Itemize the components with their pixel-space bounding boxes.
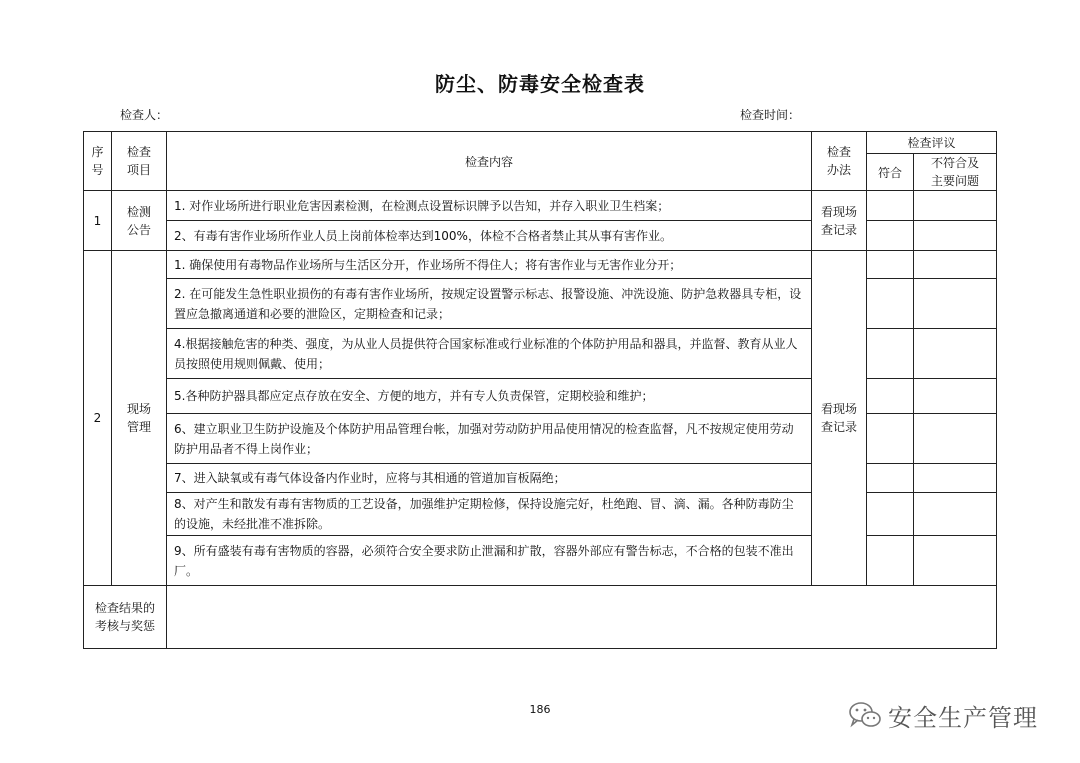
header-evaluation: 检查评议 <box>867 132 997 154</box>
header-no: 序 号 <box>84 132 112 191</box>
fail-cell[interactable] <box>914 414 997 464</box>
fail-cell[interactable] <box>914 279 997 329</box>
header-row <box>84 132 997 154</box>
check-content: 1. 确保使用有毒物品作业场所与生活区分开，作业场所不得住人；将有害作业与无害作业分开； <box>167 251 812 279</box>
result-cell[interactable] <box>167 586 997 649</box>
check-content: 7、进入缺氧或有毒气体设备内作业时，应将与其相通的管道加盲板隔绝； <box>167 464 812 493</box>
pass-cell[interactable] <box>867 221 914 251</box>
fail-cell[interactable] <box>914 536 997 586</box>
check-content: 2. 在可能发生急性职业损伤的有毒有害作业场所，按规定设置警示标志、报警设施、冲洗设施、防护急救器具专柜，设置应急撤离通道和必要的泄险区，定期检查和记录； <box>167 279 812 329</box>
pass-cell[interactable] <box>867 464 914 493</box>
check-content: 5.各种防护器具都应定点存放在安全、方便的地方，并有专人负责保管，定期校验和维护； <box>167 379 812 414</box>
header-pass: 符合 <box>867 154 914 191</box>
fail-cell[interactable] <box>914 379 997 414</box>
page-number: 186 <box>529 703 551 716</box>
section-2-method: 看现场 查记录 <box>812 251 867 586</box>
pass-cell[interactable] <box>867 191 914 221</box>
fail-cell[interactable] <box>914 221 997 251</box>
pass-cell[interactable] <box>867 251 914 279</box>
fail-cell[interactable] <box>914 329 997 379</box>
result-row <box>84 586 997 649</box>
pass-cell[interactable] <box>867 279 914 329</box>
watermark-text: 安全生产管理 <box>888 703 1038 732</box>
fail-cell[interactable] <box>914 464 997 493</box>
check-content: 9、所有盛装有毒有害物质的容器，必须符合安全要求防止泄漏和扩散，容器外部应有警告标志，不合格的包装不准出厂。 <box>167 536 812 586</box>
check-content: 6、建立职业卫生防护设施及个体防护用品管理台帐，加强对劳动防护用品使用情况的检查监督，凡不按规定使用劳动防护用品者不得上岗作业； <box>167 414 812 464</box>
header-method: 检查 办法 <box>812 132 867 191</box>
fail-cell[interactable] <box>914 191 997 221</box>
check-content: 2、有毒有害作业场所作业人员上岗前体检率达到100%，体检不合格者禁止其从事有害作业。 <box>167 221 812 251</box>
section-1-no: 1 <box>84 191 112 251</box>
section-2-item: 现场 管理 <box>112 251 167 586</box>
inspection-time-label: 检查时间： <box>740 108 801 122</box>
header-item: 检查 项目 <box>112 132 167 191</box>
table-row <box>84 251 997 279</box>
pass-cell[interactable] <box>867 379 914 414</box>
pass-cell[interactable] <box>867 414 914 464</box>
check-content: 1. 对作业场所进行职业危害因素检测，在检测点设置标识牌予以告知，并存入职业卫生档案； <box>167 191 812 221</box>
section-2-no: 2 <box>84 251 112 586</box>
check-content: 8、对产生和散发有毒有害物质的工艺设备，加强维护定期检修，保持设施完好，杜绝跑、冒、滴、漏。各种防毒防尘的设施，未经批准不准拆除。 <box>167 493 812 536</box>
fail-cell[interactable] <box>914 251 997 279</box>
wechat-icon <box>848 700 882 730</box>
result-label: 检查结果的 考核与奖惩 <box>84 586 167 649</box>
pass-cell[interactable] <box>867 329 914 379</box>
inspector-label: 检查人： <box>120 108 169 122</box>
document-title: 防尘、防毒安全检查表 <box>435 72 645 96</box>
table-row <box>84 191 997 221</box>
pass-cell[interactable] <box>867 536 914 586</box>
section-1-method: 看现场 查记录 <box>812 191 867 251</box>
section-1-item: 检测 公告 <box>112 191 167 251</box>
watermark <box>848 698 1038 732</box>
header-content: 检查内容 <box>167 132 812 191</box>
inspection-table <box>83 131 997 649</box>
check-content: 4.根据接触危害的种类、强度，为从业人员提供符合国家标准或行业标准的个体防护用品和器具，并监督、教育从业人员按照使用规则佩戴、使用； <box>167 329 812 379</box>
header-fail: 不符合及 主要问题 <box>914 154 997 191</box>
fail-cell[interactable] <box>914 493 997 536</box>
pass-cell[interactable] <box>867 493 914 536</box>
